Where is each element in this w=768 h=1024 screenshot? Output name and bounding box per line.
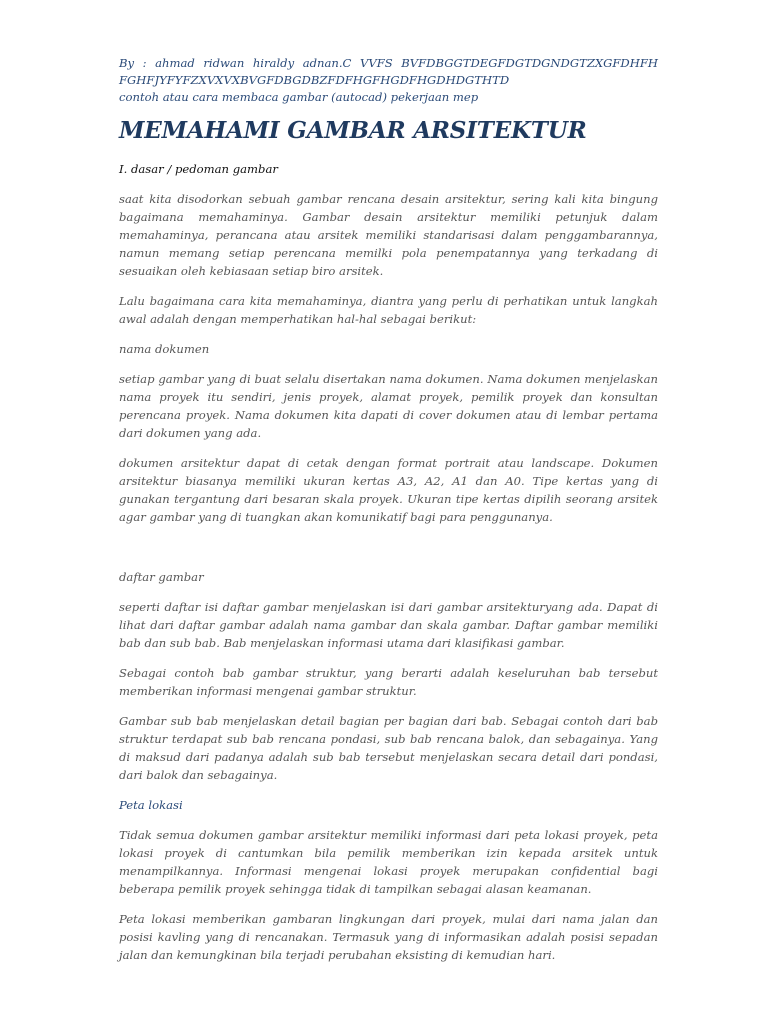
paragraph: Peta lokasi memberikan gambaran lingkungan dari proyek, mulai dari nama jalan dan posisi kavling yang di rencanakan. Termasuk yang di informasikan adalah posisi sepadan jalan dan kemungkinan bila terjadi perubahan eksisting di kemudian hari. — [119, 912, 658, 962]
spacer — [119, 538, 658, 568]
subheading-nama-dokumen: nama dokumen — [119, 342, 210, 356]
subheading-daftar-gambar: daftar gambar — [119, 570, 204, 584]
page-title: MEMAHAMI GAMBAR ARSITEKTUR — [119, 117, 587, 144]
paragraph: seperti daftar isi daftar gambar menjelaskan isi dari gambar arsitekturyang ada. Dapat di lihat dari daftar gambar adalah nama gambar dan skala gambar. Daftar gambar memiliki bab dan sub bab. Bab menjelaskan informasi utama dari klasifikasi gambar. — [119, 600, 658, 650]
paragraph: Tidak semua dokumen gambar arsitektur memiliki informasi dari peta lokasi proyek, peta lokasi proyek di cantumkan bila pemilik memberikan izin kepada arsitek untuk menampilkannya. Informasi mengenai lokasi proyek merupakan confidential bagi beberapa pemilik proyek sehingga tidak di tampilkan sebagai alasan keamanan. — [119, 828, 658, 896]
section-heading: I. dasar / pedoman gambar — [119, 162, 278, 176]
paragraph: dokumen arsitektur dapat di cetak dengan format portrait atau landscape. Dokumen arsitektur biasanya memiliki ukuran kertas A3, A2, A1 dan A0. Tipe kertas yang di gunakan tergantung dari besaran skala proyek. Ukuran tipe kertas dipilih seorang arsitek agar gambar yang di tuangkan akan komunikatif bagi para penggunanya. — [119, 456, 658, 524]
paragraph: Sebagai contoh bab gambar struktur, yang berarti adalah keseluruhan bab tersebut memberikan informasi mengenai gambar struktur. — [119, 666, 658, 698]
byline: By : ahmad ridwan hiraldy adnan.C VVFS BVFDBGGTDEGFDGTDGNDGTZXGFDHFH FGHFJYFYFZXVXVXBVGFDBGDBZFDFHGFHGDFHGDHDGTHTD — [119, 56, 658, 87]
document-page — [119, 55, 658, 976]
subheading-peta-lokasi: Peta lokasi — [119, 798, 183, 812]
paragraph: saat kita disodorkan sebuah gambar rencana desain arsitektur, sering kali kita bingung bagaimana memahaminya. Gambar desain arsitektur memiliki petunjuk dalam memahaminya, perancana atau arsitek memiliki standarisasi dalam penggambarannya, namun memang setiap perencana memilki pola penempatannya yang terkadang di sesuaikan oleh kebiasaan setiap biro arsitek. — [119, 192, 658, 278]
paragraph: Lalu bagaimana cara kita memahaminya, diantra yang perlu di perhatikan untuk langkah awal adalah dengan memperhatikan hal-hal sebagai berikut: — [119, 294, 658, 326]
paragraph: setiap gambar yang di buat selalu disertakan nama dokumen. Nama dokumen menjelaskan nama proyek itu sendiri, jenis proyek, alamat proyek, pemilik proyek dan konsultan perencana proyek. Nama dokumen kita dapati di cover dokumen atau di lembar pertama dari dokumen yang ada. — [119, 372, 658, 440]
paragraph: Gambar sub bab menjelaskan detail bagian per bagian dari bab. Sebagai contoh dari bab struktur terdapat sub bab rencana pondasi, sub bab rencana balok, dan sebagainya. Yang di maksud dari padanya adalah sub bab tersebut menjelaskan secara detail dari pondasi, dari balok dan sebagainya. — [119, 714, 658, 782]
document-subtitle: contoh atau cara membaca gambar (autocad) pekerjaan mep — [119, 90, 479, 104]
